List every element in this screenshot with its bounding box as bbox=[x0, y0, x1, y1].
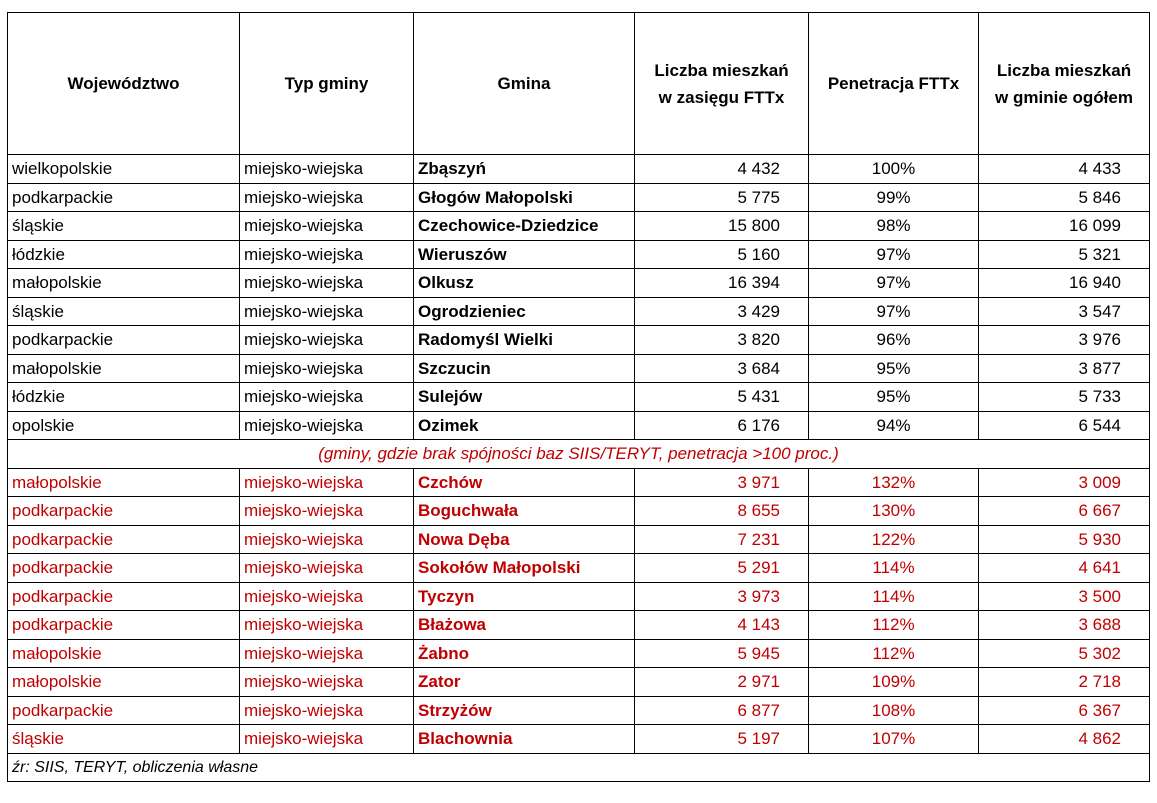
cell-penetracja: 96% bbox=[809, 326, 979, 355]
cell-liczba-zasieg: 6 176 bbox=[635, 411, 809, 440]
cell-gmina: Sulejów bbox=[414, 383, 635, 412]
cell-penetracja: 112% bbox=[809, 611, 979, 640]
table-row bbox=[8, 383, 1150, 412]
cell-wojewodztwo: małopolskie bbox=[8, 468, 240, 497]
cell-wojewodztwo: małopolskie bbox=[8, 354, 240, 383]
table-row bbox=[8, 269, 1150, 298]
header-liczba-zasieg bbox=[635, 13, 809, 155]
cell-gmina: Nowa Dęba bbox=[414, 525, 635, 554]
cell-liczba-ogolem: 5 930 bbox=[979, 525, 1150, 554]
source-row bbox=[8, 753, 1150, 782]
header-liczba-zasieg-line1: Liczba mieszkań bbox=[654, 60, 789, 80]
cell-penetracja: 114% bbox=[809, 582, 979, 611]
cell-wojewodztwo: podkarpackie bbox=[8, 611, 240, 640]
cell-liczba-ogolem: 5 846 bbox=[979, 183, 1150, 212]
cell-liczba-ogolem: 6 544 bbox=[979, 411, 1150, 440]
note-text: (gminy, gdzie brak spójności baz SIIS/TERYT, penetracja >100 proc.) bbox=[8, 440, 1150, 469]
cell-liczba-zasieg: 3 971 bbox=[635, 468, 809, 497]
cell-wojewodztwo: opolskie bbox=[8, 411, 240, 440]
cell-gmina: Zator bbox=[414, 668, 635, 697]
cell-penetracja: 107% bbox=[809, 725, 979, 754]
cell-liczba-ogolem: 5 733 bbox=[979, 383, 1150, 412]
cell-wojewodztwo: śląskie bbox=[8, 212, 240, 241]
cell-liczba-zasieg: 5 431 bbox=[635, 383, 809, 412]
cell-liczba-ogolem: 4 641 bbox=[979, 554, 1150, 583]
cell-penetracja: 122% bbox=[809, 525, 979, 554]
cell-liczba-ogolem: 16 940 bbox=[979, 269, 1150, 298]
cell-wojewodztwo: podkarpackie bbox=[8, 582, 240, 611]
cell-typ-gminy: miejsko-wiejska bbox=[240, 611, 414, 640]
cell-gmina: Czechowice-Dziedzice bbox=[414, 212, 635, 241]
cell-liczba-ogolem: 3 877 bbox=[979, 354, 1150, 383]
cell-liczba-ogolem: 2 718 bbox=[979, 668, 1150, 697]
cell-typ-gminy: miejsko-wiejska bbox=[240, 269, 414, 298]
cell-liczba-ogolem: 6 667 bbox=[979, 497, 1150, 526]
cell-typ-gminy: miejsko-wiejska bbox=[240, 183, 414, 212]
cell-typ-gminy: miejsko-wiejska bbox=[240, 354, 414, 383]
header-row bbox=[8, 13, 1150, 155]
cell-typ-gminy: miejsko-wiejska bbox=[240, 554, 414, 583]
table-row bbox=[8, 354, 1150, 383]
cell-liczba-zasieg: 3 429 bbox=[635, 297, 809, 326]
cell-typ-gminy: miejsko-wiejska bbox=[240, 297, 414, 326]
red-table-row bbox=[8, 668, 1150, 697]
cell-liczba-zasieg: 4 432 bbox=[635, 155, 809, 184]
cell-typ-gminy: miejsko-wiejska bbox=[240, 696, 414, 725]
table-row bbox=[8, 411, 1150, 440]
cell-wojewodztwo: małopolskie bbox=[8, 668, 240, 697]
cell-penetracja: 97% bbox=[809, 240, 979, 269]
header-typ-gminy: Typ gminy bbox=[240, 13, 414, 155]
cell-penetracja: 114% bbox=[809, 554, 979, 583]
cell-penetracja: 98% bbox=[809, 212, 979, 241]
header-penetracja: Penetracja FTTx bbox=[809, 13, 979, 155]
red-table-row bbox=[8, 639, 1150, 668]
cell-typ-gminy: miejsko-wiejska bbox=[240, 582, 414, 611]
cell-penetracja: 99% bbox=[809, 183, 979, 212]
cell-typ-gminy: miejsko-wiejska bbox=[240, 497, 414, 526]
cell-typ-gminy: miejsko-wiejska bbox=[240, 525, 414, 554]
cell-penetracja: 97% bbox=[809, 269, 979, 298]
cell-liczba-zasieg: 5 160 bbox=[635, 240, 809, 269]
cell-penetracja: 112% bbox=[809, 639, 979, 668]
cell-liczba-zasieg: 15 800 bbox=[635, 212, 809, 241]
cell-penetracja: 95% bbox=[809, 354, 979, 383]
cell-liczba-zasieg: 5 291 bbox=[635, 554, 809, 583]
cell-liczba-ogolem: 6 367 bbox=[979, 696, 1150, 725]
cell-gmina: Wieruszów bbox=[414, 240, 635, 269]
cell-liczba-ogolem: 16 099 bbox=[979, 212, 1150, 241]
cell-wojewodztwo: śląskie bbox=[8, 297, 240, 326]
cell-wojewodztwo: podkarpackie bbox=[8, 183, 240, 212]
cell-penetracja: 132% bbox=[809, 468, 979, 497]
table-row bbox=[8, 326, 1150, 355]
cell-gmina: Radomyśl Wielki bbox=[414, 326, 635, 355]
cell-penetracja: 95% bbox=[809, 383, 979, 412]
cell-liczba-ogolem: 3 976 bbox=[979, 326, 1150, 355]
cell-gmina: Szczucin bbox=[414, 354, 635, 383]
cell-liczba-zasieg: 2 971 bbox=[635, 668, 809, 697]
cell-gmina: Olkusz bbox=[414, 269, 635, 298]
cell-typ-gminy: miejsko-wiejska bbox=[240, 411, 414, 440]
cell-gmina: Czchów bbox=[414, 468, 635, 497]
red-table-row bbox=[8, 725, 1150, 754]
source-note: źr: SIIS, TERYT, obliczenia własne bbox=[8, 753, 1150, 782]
cell-wojewodztwo: podkarpackie bbox=[8, 696, 240, 725]
cell-wojewodztwo: łódzkie bbox=[8, 383, 240, 412]
red-table-row bbox=[8, 497, 1150, 526]
cell-gmina: Sokołów Małopolski bbox=[414, 554, 635, 583]
red-table-row bbox=[8, 525, 1150, 554]
table-body bbox=[8, 155, 1150, 782]
cell-penetracja: 109% bbox=[809, 668, 979, 697]
cell-liczba-zasieg: 5 775 bbox=[635, 183, 809, 212]
cell-gmina: Głogów Małopolski bbox=[414, 183, 635, 212]
cell-gmina: Strzyżów bbox=[414, 696, 635, 725]
cell-liczba-zasieg: 3 973 bbox=[635, 582, 809, 611]
cell-liczba-ogolem: 5 302 bbox=[979, 639, 1150, 668]
cell-wojewodztwo: małopolskie bbox=[8, 639, 240, 668]
cell-penetracja: 108% bbox=[809, 696, 979, 725]
cell-penetracja: 97% bbox=[809, 297, 979, 326]
cell-liczba-zasieg: 5 945 bbox=[635, 639, 809, 668]
header-wojewodztwo: Województwo bbox=[8, 13, 240, 155]
cell-gmina: Blachownia bbox=[414, 725, 635, 754]
table-row bbox=[8, 155, 1150, 184]
cell-liczba-ogolem: 4 862 bbox=[979, 725, 1150, 754]
data-table bbox=[7, 12, 1150, 782]
cell-wojewodztwo: śląskie bbox=[8, 725, 240, 754]
cell-typ-gminy: miejsko-wiejska bbox=[240, 240, 414, 269]
cell-penetracja: 130% bbox=[809, 497, 979, 526]
cell-liczba-zasieg: 8 655 bbox=[635, 497, 809, 526]
cell-typ-gminy: miejsko-wiejska bbox=[240, 668, 414, 697]
cell-liczba-zasieg: 3 820 bbox=[635, 326, 809, 355]
cell-penetracja: 94% bbox=[809, 411, 979, 440]
red-table-row bbox=[8, 554, 1150, 583]
table-row bbox=[8, 297, 1150, 326]
cell-typ-gminy: miejsko-wiejska bbox=[240, 383, 414, 412]
cell-gmina: Ogrodzieniec bbox=[414, 297, 635, 326]
header-liczba-ogolem-line2: w gminie ogółem bbox=[995, 87, 1133, 107]
cell-wojewodztwo: podkarpackie bbox=[8, 326, 240, 355]
cell-typ-gminy: miejsko-wiejska bbox=[240, 326, 414, 355]
cell-penetracja: 100% bbox=[809, 155, 979, 184]
cell-typ-gminy: miejsko-wiejska bbox=[240, 212, 414, 241]
cell-wojewodztwo: podkarpackie bbox=[8, 554, 240, 583]
header-gmina: Gmina bbox=[414, 13, 635, 155]
header-liczba-zasieg-line2: w zasięgu FTTx bbox=[658, 87, 785, 107]
header-liczba-ogolem-line1: Liczba mieszkań bbox=[996, 60, 1132, 80]
cell-wojewodztwo: wielkopolskie bbox=[8, 155, 240, 184]
red-table-row bbox=[8, 696, 1150, 725]
cell-liczba-zasieg: 4 143 bbox=[635, 611, 809, 640]
header-liczba-ogolem bbox=[979, 13, 1150, 155]
cell-liczba-ogolem: 3 009 bbox=[979, 468, 1150, 497]
cell-liczba-ogolem: 3 500 bbox=[979, 582, 1150, 611]
cell-liczba-zasieg: 7 231 bbox=[635, 525, 809, 554]
cell-wojewodztwo: podkarpackie bbox=[8, 525, 240, 554]
cell-gmina: Tyczyn bbox=[414, 582, 635, 611]
cell-gmina: Ozimek bbox=[414, 411, 635, 440]
table-row bbox=[8, 240, 1150, 269]
cell-typ-gminy: miejsko-wiejska bbox=[240, 725, 414, 754]
red-table-row bbox=[8, 468, 1150, 497]
red-table-row bbox=[8, 611, 1150, 640]
cell-gmina: Błażowa bbox=[414, 611, 635, 640]
table-row bbox=[8, 212, 1150, 241]
note-row bbox=[8, 440, 1150, 469]
cell-wojewodztwo: małopolskie bbox=[8, 269, 240, 298]
cell-liczba-zasieg: 16 394 bbox=[635, 269, 809, 298]
cell-gmina: Zbąszyń bbox=[414, 155, 635, 184]
cell-liczba-zasieg: 3 684 bbox=[635, 354, 809, 383]
cell-wojewodztwo: łódzkie bbox=[8, 240, 240, 269]
cell-liczba-ogolem: 3 547 bbox=[979, 297, 1150, 326]
red-table-row bbox=[8, 582, 1150, 611]
cell-gmina: Żabno bbox=[414, 639, 635, 668]
cell-typ-gminy: miejsko-wiejska bbox=[240, 468, 414, 497]
cell-liczba-zasieg: 6 877 bbox=[635, 696, 809, 725]
cell-typ-gminy: miejsko-wiejska bbox=[240, 155, 414, 184]
table-row bbox=[8, 183, 1150, 212]
cell-liczba-ogolem: 5 321 bbox=[979, 240, 1150, 269]
cell-liczba-ogolem: 4 433 bbox=[979, 155, 1150, 184]
cell-wojewodztwo: podkarpackie bbox=[8, 497, 240, 526]
cell-gmina: Boguchwała bbox=[414, 497, 635, 526]
cell-liczba-zasieg: 5 197 bbox=[635, 725, 809, 754]
cell-liczba-ogolem: 3 688 bbox=[979, 611, 1150, 640]
cell-typ-gminy: miejsko-wiejska bbox=[240, 639, 414, 668]
